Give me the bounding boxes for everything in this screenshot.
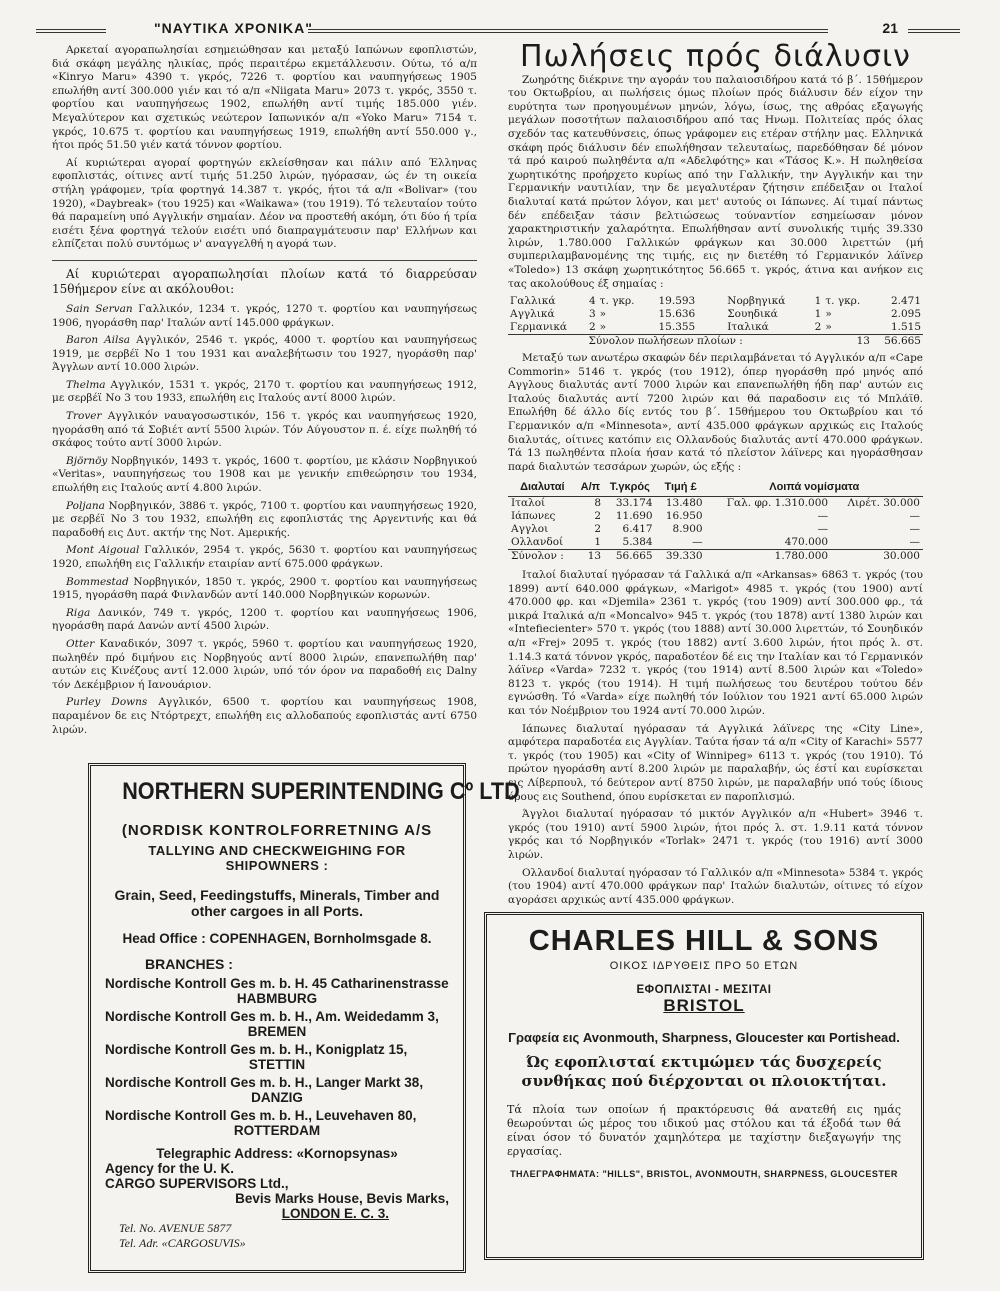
ad-cargo-supervisors: CARGO SUPERVISORS Ltd., xyxy=(105,1176,289,1191)
flags-cell: 19.593 xyxy=(658,295,696,308)
sale-details: Αγγλικόν, 2546 τ. γκρός, 4000 τ. φορτίου και ναυπηγήσεως 1919, με σερβέϊ No 1 του 1931 και αναλεβήτωσιν του 1927, ηγοράσθη παρ' Άγγλων αντί 10.000 λιρών. xyxy=(52,334,477,374)
sale-details: Αγγλικόν ναυαγοσωστικόν, 156 τ. γκρός και ναυπηγήσεως 1920, ηγοράσθη από τά Σοβιέτ αντί 5500 λιρών. Τόν Αύγουστον π. έ. είχε πωληθή τό σκάφος τούτο αντί 3000 λιρών. xyxy=(52,410,477,450)
ad-subtitle: (NORDISK KONTROLFORRETNING A/S xyxy=(121,822,433,839)
branch-address: Nordische Kontroll Ges m. b. H., Leuvehaven 80, xyxy=(105,1108,417,1123)
ad-telegraphic: Telegraphic Address: «Kornopsynas» xyxy=(156,1146,398,1161)
buyers-cell: — xyxy=(909,510,920,523)
right-paragraph-5: Άγγλοι διαλυταί ηγόρασαν τό μικτόν Αγγλικόν α/π «Hubert» 3946 τ. γκρός (του 1910) αντί 5900 λιρών, ήτοι πρός λ. στ. 1.9.11 κατά τόννον γκρός και τό Νορβηγικόν «Torlak» 2471 τ. γκρός (του 1916) αντί 3000 λιρών. xyxy=(508,808,923,861)
flags-cell: 4 xyxy=(588,295,596,308)
buyers-cell: 30.000 xyxy=(831,550,923,564)
buyers-header-cell: Διαλυταί xyxy=(508,480,577,496)
flags-cell: 1 xyxy=(814,295,822,308)
flags-cell: Γερμανικά xyxy=(510,321,567,334)
page-number: 21 xyxy=(882,20,898,36)
hill-offices: Γραφεία εις Avonmouth, Sharpness, Gloucester και Portishead. xyxy=(508,1030,900,1045)
flags-total-tons: 56.665 xyxy=(872,335,923,349)
buyers-row xyxy=(508,510,923,523)
sale-details: Νορβηγικόν, 1850 τ. γκρός, 2900 τ. φορτίου και ναυπηγήσεως 1915, ηγοράσθη παρά Φινλανδών αντί 140.000 Νορβηγικών κορωνών. xyxy=(52,575,477,602)
right-paragraph-6: Ολλανδοί διαλυταί ηγόρασαν τό Γαλλικόν α/π «Minnesota» 5384 τ. γκρός (του 1904) αντί 470.000 φράγκων παρ' Ιταλών διαλυτών, οίτινες τό είχον αγοράσει αρχικώς αντί 435.000 φράγκων. xyxy=(508,866,923,906)
sale-entry xyxy=(52,544,477,571)
buyers-header-row xyxy=(508,480,923,496)
sale-details: Γαλλικόν, 1234 τ. γκρός, 1270 τ. φορτίου και ναυπηγήσεως 1906, ηγοράσθη παρ' Ιταλών αντί 145.000 φράγκων. xyxy=(52,302,477,329)
buyers-cell: 1.780.000 xyxy=(706,550,832,564)
flags-cell: 1.515 xyxy=(890,321,921,334)
flags-cell: 15.355 xyxy=(658,321,696,334)
ship-name: Sain Servan xyxy=(66,302,133,315)
ship-name: Otter xyxy=(66,637,95,650)
flags-cell: Αγγλικά xyxy=(510,308,555,321)
ad-head-office: Head Office : COPENHAGEN, Bornholmsgade 8. xyxy=(122,931,432,946)
flags-cell: 3 xyxy=(588,308,596,321)
ship-name: Poljana xyxy=(66,499,105,512)
buyers-cell: 6.417 xyxy=(622,523,653,536)
branch-city: STETTIN xyxy=(248,1057,306,1072)
ad-cargoes: Grain, Seed, Feedingstuffs, Minerals, Timber and other cargoes in all Ports. xyxy=(114,887,440,919)
flags-total-count: 13 xyxy=(823,335,872,349)
sale-entry xyxy=(52,500,477,541)
buyers-cell: 33.174 xyxy=(615,497,653,510)
flags-cell: 2 xyxy=(588,321,596,334)
buyers-header-cell: Τ.γκρός xyxy=(604,480,656,496)
buyers-cell: — xyxy=(909,536,920,549)
left-paragraph-1: Αρκεταί αγοραπωλησίαι εσημειώθησαν και μεταξύ Ιαπώνων εφοπλιστών, διά σκάφη μεγάλης ηλικίας, πρός περαιτέρω εκμετάλλευσιν. Ούτω, τό α/π «Kinryo Maru» 4390 τ. γκρός, 7226 τ. φορτίου και ναυπηγήσεως 1905 επωλήθη αντί 300.000 γιέν και τό α/π «Niigata Maru» 2073 τ. γκρός, 3550 τ. φορτίου και ναυπηγήσεως 1902, επωλήθη αντί τιμής 185.000 γιέν. Μεγαλύτερον και σχετικώς νεώτερον Ιαπωνικόν α/π «Yoko Maru» 7154 τ. γκρός, 10.675 τ. φορτίου και ναυπηγήσεως 1919, επωλήθη αντί 550.000 γ., ήτοι πρός 51.50 γιέν κατά τόννον φορτίου. xyxy=(52,44,477,152)
branch-address: Nordische Kontroll Ges m. b. H., Konigplatz 15, xyxy=(105,1042,408,1057)
branch-city: DANZIG xyxy=(251,1090,303,1105)
buyers-total-row xyxy=(508,550,923,564)
right-paragraph-2: Μεταξύ των ανωτέρω σκαφών δέν περιλαμβάνεται τό Αγγλικόν α/π «Cape Commorin» 5146 τ. γκρός (του 1912), όπερ ηγοράσθη πρό μηνός από Αγγλους διαλυτάς αντί 7000 λιρών και επανεπωλήθη ήδη παρ' αυτών εις Ιταλούς διαλυτάς αντί 7200 λιρών και θά παραδοσιν εις τό Μπλάϊθ. Επωλήθη δέ άλλο δίς εντός του β΄. 15θήμερου του Οκτωβρίου και τό Γερμανικόν α/π «Minnesota», αντί 435.000 φράγκων αρχικώς εις Ιταλούς διαλυτάς, οίτινες κατόπιν εις Ολλανδούς διαλυτάς αντί 470.000 φράγκων. Τά 13 πωληθέντα πλοία ήσαν κατά τό πλείστον λάϊνερς και ηγοράσθησαν παρά διαλυτών τεσσάρων χωρών, ώς εξής : xyxy=(508,352,923,473)
sale-details: Δανικόν, 749 τ. γκρός, 1200 τ. φορτίου και ναυπηγήσεως 1906, ηγοράσθη παρά Δανών αντί 4500 λιρών. xyxy=(52,606,477,633)
flags-cell: τ. γκρ. xyxy=(599,295,635,308)
branch-address: Nordische Kontroll Ges m. b. H., Langer Markt 38, xyxy=(105,1075,424,1090)
ship-name: Mont Aigoual xyxy=(66,544,140,557)
flags-cell: Γαλλικά xyxy=(510,295,556,308)
ship-name: Thelma xyxy=(66,378,106,391)
ship-name: Baron Ailsa xyxy=(66,334,131,347)
ship-name: Riga xyxy=(66,606,91,619)
buyers-cell: 56.665 xyxy=(604,550,656,564)
flags-cell: 2.095 xyxy=(890,308,921,321)
buyers-cell: Γαλ. φρ. 1.310.000 xyxy=(726,497,829,510)
buyers-cell: — xyxy=(817,523,829,536)
sale-details: Γαλλικόν, 2954 τ. γκρός, 5630 τ. φορτίου και ναυπηγήσεως 1920, επωλήθη εις Γαλλικήν εταιρίαν αντί 675.000 φράγκων. xyxy=(52,544,477,570)
buyers-cell: Σύνολον : xyxy=(508,550,577,564)
sale-entry xyxy=(52,303,477,330)
buyers-cell: 11.690 xyxy=(615,510,653,523)
buyers-row xyxy=(508,536,923,550)
flags-cell: Σουηδικά xyxy=(727,308,778,321)
header-rule-left xyxy=(36,29,106,33)
flags-cell: » xyxy=(825,321,832,334)
buyers-cell: 5.384 xyxy=(622,536,653,549)
ad-london: LONDON E. C. 3. xyxy=(281,1206,389,1221)
flags-cell: » xyxy=(599,308,607,321)
ship-name: Purley Downs xyxy=(66,696,148,709)
flags-cell: τ. γκρ. xyxy=(825,295,861,308)
branch-city: BREMEN xyxy=(247,1024,307,1039)
header-title: "ΝΑΥΤΙΚΑ ΧΡΟΝΙΚΑ" xyxy=(154,20,313,36)
buyers-cell: 8 xyxy=(594,497,602,510)
buyers-cell: Ολλανδοί xyxy=(511,536,564,549)
sale-entry xyxy=(52,379,477,406)
sale-details: Αγγλικόν, 1531 τ. γκρός, 2170 τ. φορτίου και ναυπηγήσεως 1912, με σερβέϊ No 3 του 1933, επωλήθη εις Ιταλούς αντί 8000 λιρών. xyxy=(52,378,477,405)
buyers-cell: 470.000 xyxy=(784,536,829,549)
buyers-cell: 13 xyxy=(577,550,604,564)
right-paragraph-3: Ιταλοί διαλυταί ηγόρασαν τά Γαλλικά α/π «Arkansas» 6863 τ. γκρός (του 1899) αντί 640.000 φράγκων, «Marigot» 4985 τ. γκρός (του 1900) αντί 470.000 φρ. και «Djemila» 2361 τ. γκρός (του 1909) αντί 300.000 φρ., τά μικρά Ιταλικά α/π «Moncalvo» 945 τ. γκρός (του 1878) αντί 1380 λιρών και «Intefiecienter» 570 τ. γκρός (του 1888) αντί 30.000 λιρεττών, τό Σουηδικόν α/π «Frej» 2095 τ. γκρός (του 1882) αντί 3.600 λιρών, ήτοι πρός λ. στ. 1.14.3 κατά τόννον γκρός, παραδοτέον δέ εις την Ιταλίαν και τό Γερμανικόν λάϊνερ «Varda» 7232 τ. γκρός (του 1914) αντί 8.500 λιρών και «Toledo» 8123 τ. γκρός (του 1914). Η τιμή πωλήσεως του δευτέρου τούτου δέν εγνώσθη. Τό «Varda» είχε πωληθή τόν Ιούλιον του 1921 αντί 65.000 λιρών και τόν Νοέμβριον του 1924 αντί 70.000 λιρών. xyxy=(508,569,923,717)
buyers-header-cell: Α/π xyxy=(577,480,604,496)
right-paragraph-1: Ζωηρότης διέκρινε την αγοράν του παλαιοσιδήρου κατά τό β΄. 15θήμερον του Οκτωβρίου, αι πωλήσεις όμως πλοίων πρός διάλυσιν δέν είχον την ευρύτητα των προηγουμένων μηνών, λόγω, ίσως, της αθρόας εξαγωγής μεγάλων ποσοτήτων παλαιοσιδήρου από τας Ηνωμ. Πολιτείας πρός όλας σχεδόν τας κατευθύνσεις, όπως γράφομεν εις ετέραν στήλην μας. Ελληνικά σκάφη πρός διάλυσιν δέν επωλήθησαν τελευταίως, παρεδόθησαν δέ μόνον τά πρό καιρού πωληθέντα α/π «Αδελφότης» και «Τάσος Κ.». Η πωληθείσα χωρητικότης προήρχετο κυρίως από την Γαλλικήν, την Αγγλικήν και την Γερμανικήν ναυτιλίαν, την δε μεγαλυτέραν ζήτησιν επέδειξαν οι Ιταλοί διαλυταί κατά πρώτον λόγον, και μετ' αυτούς οι Ιάπωνες. Αί τιμαί πάντως δέν επέδειξαν τάσιν βελτιώσεως τούναντίον εσημείωσαν μόνον χαρακτηριστικήν χαλαρότητα. Επωλήθησαν αντί συνολικής τιμής 39.330 λιρών, 1.780.000 Γαλλικών φράγκων και 30.000 λιρεττών (μή συμπεριλαμβανομένης της τιμής, εις ην διετέθη τό Γερμανικόν λάϊνερ «Toledo») 13 σκάφη χωρητικότητος 56.665 τ. γκρός, άτινα και ανήκον εις τας ακολούθους έξ σημαίας : xyxy=(508,73,923,290)
flags-cell: 2.471 xyxy=(890,295,921,308)
divider xyxy=(52,260,477,261)
branch-city: ROTTERDAM xyxy=(233,1123,321,1138)
branch-address: Nordische Kontroll Ges m. b. H. 45 Catharinenstrasse xyxy=(105,976,449,991)
sale-entry xyxy=(52,638,477,692)
hill-telegraph: ΤΗΛΕΓΡΑΦΗΜΑΤΑ: "HILLS", BRISTOL, AVONMOUTH, SHARPNESS, GLOUCESTER xyxy=(510,1169,898,1179)
buyers-cell: Ιταλοί xyxy=(511,497,546,510)
ad-branches-label: BRANCHES : xyxy=(145,956,233,972)
buyers-cell: Λιρέτ. 30.000 xyxy=(847,497,920,510)
ad-bevis-marks: Bevis Marks House, Bevis Marks, xyxy=(235,1191,449,1206)
flags-cell: » xyxy=(825,308,832,321)
ship-name: Bommestad xyxy=(66,575,129,588)
ad-tel-no: Tel. No. AVENUE 5877 xyxy=(119,1221,232,1235)
sale-details: Νορβηγικόν, 3886 τ. γκρός, 7100 τ. φορτίου και ναυπηγήσεως 1920, με σερβέϊ No 3 του 1932, επωλήθη εις εφοπλιστάς της Αργεντινής και θά παραδοθή εις Δυτ. ακτήν της Νοτ. Αμερικής. xyxy=(52,499,477,539)
sale-entry xyxy=(52,696,477,737)
buyers-cell: Ιάπωνες xyxy=(511,510,556,523)
flags-row xyxy=(508,295,923,308)
buyers-cell: — xyxy=(692,536,703,549)
buyers-cell: Αγγλοι xyxy=(511,523,549,536)
flags-cell: 15.636 xyxy=(658,308,696,321)
sale-details: Καναδικόν, 3097 τ. γκρός, 5960 τ. φορτίου και ναυπηγήσεως 1920, πωληθέν πρό διμήνου εις Νορβηγούς αντί 8000 λιρών, επανεπωλήθη παρ' αυτών εις Κινέζους αντί 12.000 λιρών, υπό τόν όρον να παραδοθή εις Dalny τόν Δεκέμβριον ή Ιανουάριον. xyxy=(52,637,477,691)
ship-name: Trover xyxy=(66,410,102,423)
ad-tel-adr: Tel. Adr. «CARGOSUVIS» xyxy=(119,1236,246,1250)
northern-superintending-ad xyxy=(88,763,520,1273)
branch-city: HABMBURG xyxy=(236,991,318,1006)
hill-established: ΟΙΚΟΣ ΙΔΡΥΘΕΙΣ ΠΡΟ 50 ΕΤΩΝ xyxy=(609,960,799,972)
buyers-cell: 16.950 xyxy=(665,510,703,523)
buyers-cell: — xyxy=(909,523,920,536)
flags-row xyxy=(508,308,923,321)
branch-address: Nordische Kontroll Ges m. b. H., Am. Weidedamm 3, xyxy=(105,1009,439,1024)
sale-entry xyxy=(52,455,477,496)
buyers-header-cell: Τιμή £ xyxy=(656,480,706,496)
sale-details: Νορβηγικόν, 1493 τ. γκρός, 1600 τ. φορτίου, με κλάσιν Νορβηγικού «Veritas», ναυπηγήσεως του 1908 και με γενικήν επιθεώρησιν του 1934, επωλήθη εις Ιταλούς αντί 4.800 λιρών. xyxy=(52,454,477,495)
flags-cell: Νορβηγικά xyxy=(727,295,786,308)
hill-company-name: CHARLES HILL & SONS xyxy=(528,925,880,957)
buyers-cell: 2 xyxy=(594,510,602,523)
buyers-table xyxy=(508,480,923,563)
buyers-cell: — xyxy=(817,510,829,523)
sale-entry xyxy=(52,410,477,451)
left-paragraph-2: Αί κυριώτεραι αγοραί φορτηγών εκλείσθησαν και πάλιν από Έλληνας εφοπλιστάς, οίτινες αντί τιμής 51.250 λιρών, ηγόρασαν, ώς έν τη οικεία στήλη γράφομεν, τρία φορτηγά 14.387 τ. γκρός, ήτοι τά α/π «Bolivar» (του 1920), «Daybreak» (του 1925) και «Waikawa» (του 1919). Τό τελευταίον τούτο θά παραμείνη υπό Αγγλικήν σημαίαν. Δέον να προστεθή ακόμη, ότι δύο ή τρία εισέτι ξένα φορτηγά τελούν εισέτι υπό διαπραγμάτευσιν παρ' Ελλήνων και ελπίζεται πολύ συντόμως ν' αναγγελθή η αγορά των. xyxy=(52,156,477,251)
sale-entry xyxy=(52,576,477,603)
buyers-cell: 39.330 xyxy=(656,550,706,564)
flags-total-row xyxy=(508,335,923,349)
flags-cell: 2 xyxy=(814,321,822,334)
sales-lead: Αί κυριώτεραι αγοραπωλησίαι πλοίων κατά τό διαρρεύσαν 15θήμερον είνε αι ακόλουθοι: xyxy=(52,266,477,296)
flags-cell: 1 xyxy=(814,308,822,321)
ad-branches xyxy=(105,976,449,1138)
ad-company-name: NORTHERN SUPERINTENDING Cº LTD xyxy=(122,778,520,805)
ad-agency: Agency for the U. K. xyxy=(105,1161,235,1176)
flags-row xyxy=(508,321,923,335)
sale-entry xyxy=(52,334,477,375)
buyers-row xyxy=(508,497,923,511)
sale-entry xyxy=(52,607,477,634)
article-title: Πωλήσεις πρός διάλυσιν xyxy=(520,39,911,74)
ship-name: Björnöy xyxy=(66,454,108,467)
header-rule-middle xyxy=(308,29,828,33)
buyers-cell: 2 xyxy=(594,523,602,536)
header-rule-right xyxy=(908,29,960,33)
flags-cell: Ιταλικά xyxy=(727,321,769,334)
sales-list xyxy=(52,303,477,737)
ad-services: TALLYING AND CHECKWEIGHING FOR SHIPOWNERS : xyxy=(148,843,406,873)
buyers-row xyxy=(508,523,923,536)
buyers-cell: 13.480 xyxy=(665,497,703,510)
charles-hill-ad xyxy=(484,912,924,1260)
buyers-cell: 1 xyxy=(594,536,602,549)
flags-cell: » xyxy=(599,321,607,334)
hill-description: Τά πλοία των οποίων ή πρακτόρευσις θά ανατεθή εις ημάς θεωρούνται ώς μέρος του ιδικού μας στόλου και τά έξοδά των θά είναι όσον τό δυνατόν χαμηλότερα με ταχίστην διεξαγωγήν της εργασίας. xyxy=(507,1103,901,1158)
sale-details: Αγγλικόν, 6500 τ. φορτίου και ναυπηγήσεως 1908, παραμένον δε εις Ντόρτρεχτ, επωλήθη εις αλλοδαπούς εφοπλιστάς αντί 6750 λιρών. xyxy=(52,696,477,736)
hill-promo: Ώς εφοπλισταί εκτιμώμεν τάς δυσχερείς συνθήκας πού διέρχονται οι πλοιοκτήται. xyxy=(521,1053,887,1090)
hill-role: ΕΦΟΠΛΙΣΤΑΙ - ΜΕΣΙΤΑΙ xyxy=(636,984,772,996)
hill-city: BRISTOL xyxy=(663,996,745,1015)
buyers-header-cell: Λοιπά νομίσματα xyxy=(706,480,923,496)
buyers-cell: 8.900 xyxy=(672,523,703,536)
right-paragraph-4: Ιάπωνες διαλυταί ηγόρασαν τά Αγγλικά λάϊνερς της «City Line», αμφότερα παραδοτέα εις Αγγλίαν. Ταύτα ήσαν τά α/π «City of Karachi» 5577 τ. γκρός (του 1905) και «City of Winnipeg» 6113 τ. γκρός (του 1910). Τό πρώτον ηγοράσθη αντί 8.200 λιρών με παραλαβήν, ώς έστί και ευρίσκεται εις Λίβερπουλ, τό δεύτερον αντί 8750 λιρών, με παραλαβήν υπό τούς ίδιους όρους εις Southend, όπου ευρίσκεται εν παροπλισμώ. xyxy=(508,722,923,803)
left-column xyxy=(52,44,477,741)
flags-table xyxy=(508,295,923,348)
flags-total-label: Σύνολον πωλήσεων πλοίων : xyxy=(508,335,823,349)
right-column xyxy=(508,39,923,911)
